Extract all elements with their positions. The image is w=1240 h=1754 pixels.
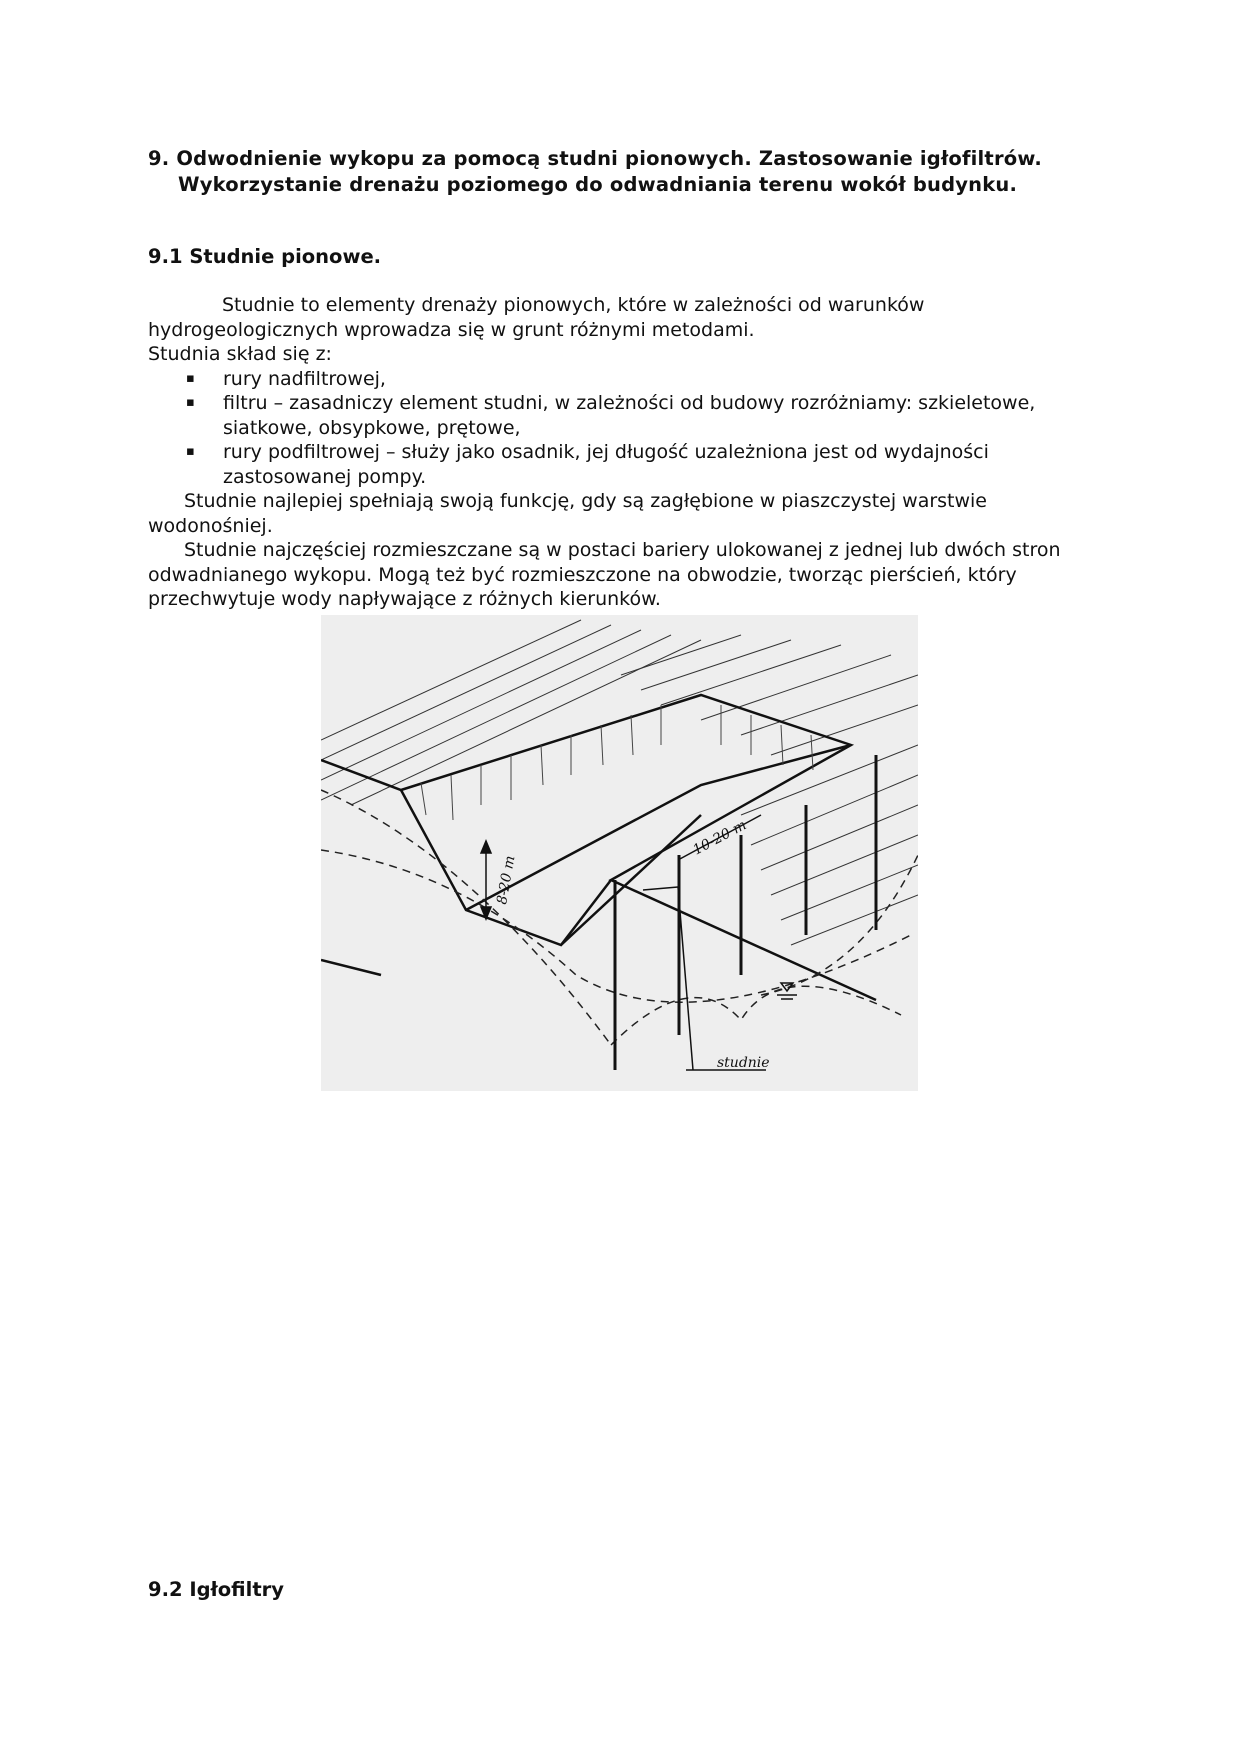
depth-label: 8-20 m	[494, 854, 519, 906]
paragraph-intro: Studnie to elementy drenaży pionowych, które w zależności od warunków hydrogeologicznych wprowadza się w grunt różnymi metodami.	[148, 294, 925, 341]
main-heading-line-1: 9. Odwodnienie wykopu za pomocą studni pionowych. Zastosowanie igłofiltrów.	[148, 147, 1042, 170]
paragraph-layout: Studnie najczęściej rozmieszczane są w postaci bariery ulokowanej z jednej lub dwóch stron odwadnianego wykopu. Mogą też być rozmieszczone na obwodzie, tworząc pierścień, który przechwytuje wody napływające z różnych kierunków.	[148, 539, 1061, 610]
well-label-leader	[643, 887, 678, 890]
section-heading-iglofiltry: 9.2 Igłofiltry	[148, 1578, 284, 1601]
list-item: ▪ rury podfiltrowej – służy jako osadnik, jej długość uzależniona jest od wydajności zastosowanej pompy.	[186, 441, 989, 488]
wells	[615, 755, 876, 1070]
list-item: ▪ rury nadfiltrowej,	[186, 367, 386, 390]
main-heading	[148, 146, 1108, 198]
list-item: ▪ filtru – zasadniczy element studni, w zależności od budowy rozróżniamy: szkieletowe, siatkowe, obsypkowe, prętowe,	[186, 392, 1036, 439]
spacing-label: 10-20 m	[690, 817, 750, 859]
section-body	[148, 293, 1093, 612]
main-heading-line-2: Wykorzystanie drenażu poziomego do odwadniania terenu wokół budynku.	[178, 173, 1018, 196]
bullet-icon: ▪	[186, 444, 195, 459]
dimension-markers	[481, 815, 766, 1070]
components-list	[148, 367, 1093, 490]
excavation-diagram	[321, 615, 918, 1091]
bullet-icon: ▪	[186, 395, 195, 410]
ground-hatching	[321, 620, 918, 945]
paragraph-aquifer: Studnie najlepiej spełniają swoją funkcję, gdy są zagłębione w piaszczystej warstwie wodonośniej.	[148, 490, 988, 537]
wells-label: studnie	[717, 1055, 770, 1071]
bullet-icon: ▪	[186, 370, 195, 386]
list-intro: Studnia skład się z:	[148, 343, 332, 365]
section-heading-studnie: 9.1 Studnie pionowe.	[148, 245, 382, 268]
excavation-wells-figure	[321, 615, 918, 1091]
